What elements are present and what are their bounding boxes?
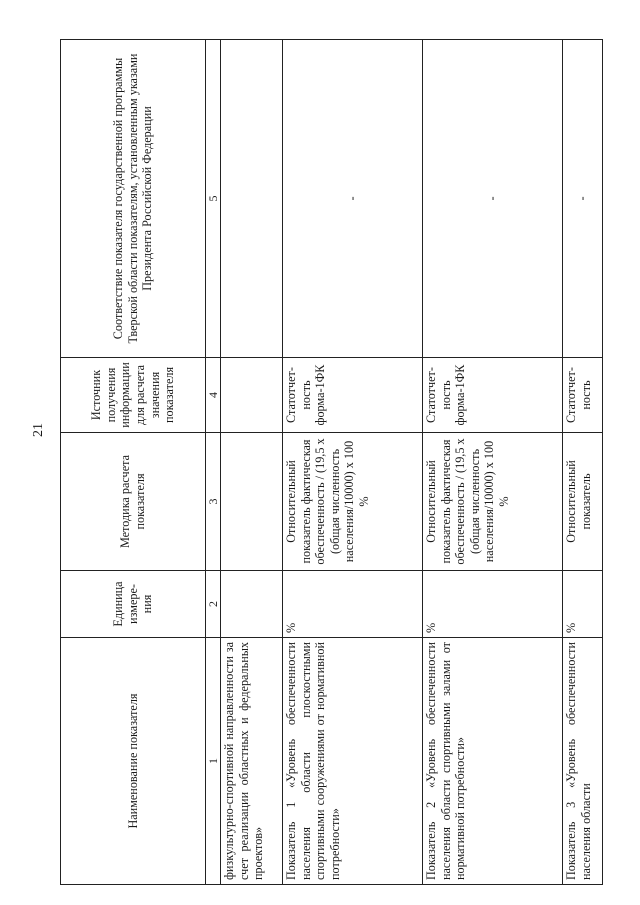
indicator-method: Относительный показатель фактическая обеспеченность / (19,5 х (общая численность населения/10000) х 100 % bbox=[423, 433, 563, 571]
indicator-name: Показатель 1 «Уровень обеспеченности населения области плоскостными спортивными сооружениями от нормативной потребности» bbox=[283, 638, 423, 885]
col-header-method: Методика расчета показателя bbox=[61, 433, 206, 571]
col-header-source: Источник получения информации для расчета значения показателя bbox=[61, 358, 206, 433]
table-row bbox=[563, 40, 603, 885]
indicator-name: Показатель 3 «Уровень обеспеченности населения области bbox=[563, 638, 603, 885]
indicator-correspondence: - bbox=[563, 40, 603, 358]
column-number-row bbox=[206, 40, 221, 885]
header-row bbox=[61, 40, 206, 885]
table-row bbox=[283, 40, 423, 885]
indicator-correspondence: - bbox=[283, 40, 423, 358]
table-row bbox=[423, 40, 563, 885]
indicator-name: физкультурно-спортивной направленности за счет реализации областных и федеральных проектов» bbox=[221, 638, 283, 885]
indicator-source bbox=[221, 358, 283, 433]
indicator-method bbox=[221, 433, 283, 571]
col-number: 2 bbox=[206, 571, 221, 638]
indicator-unit: % bbox=[283, 571, 423, 638]
col-number: 3 bbox=[206, 433, 221, 571]
indicator-name: Показатель 2 «Уровень обеспеченности населения области спортивными залами от нормативной потребности» bbox=[423, 638, 563, 885]
indicator-source: Статотчет-ность форма-1ФК bbox=[283, 358, 423, 433]
col-header-correspondence: Соответствие показателя государственной программы Тверской области показателям, установленным указами Президента Российской Федерации bbox=[61, 40, 206, 358]
indicator-unit: % bbox=[423, 571, 563, 638]
indicator-method: Относительный показатель фактическая обеспеченность / (19,5 х (общая численность населения/10000) х 100 % bbox=[283, 433, 423, 571]
indicator-unit bbox=[221, 571, 283, 638]
indicator-correspondence bbox=[221, 40, 283, 358]
col-number: 1 bbox=[206, 638, 221, 885]
table-row bbox=[221, 40, 283, 885]
indicator-source: Статотчет-ность bbox=[563, 358, 603, 433]
indicator-method: Относительный показатель bbox=[563, 433, 603, 571]
page-number: 21 bbox=[31, 423, 46, 437]
indicator-source: Статотчет-ность форма-1ФК bbox=[423, 358, 563, 433]
indicator-unit: % bbox=[563, 571, 603, 638]
col-header-unit: Единица измере-ния bbox=[61, 571, 206, 638]
col-number: 4 bbox=[206, 358, 221, 433]
col-number: 5 bbox=[206, 40, 221, 358]
col-header-name: Наименование показателя bbox=[61, 638, 206, 885]
rotated-page bbox=[60, 40, 632, 885]
indicators-table bbox=[60, 39, 603, 885]
indicator-correspondence: - bbox=[423, 40, 563, 358]
